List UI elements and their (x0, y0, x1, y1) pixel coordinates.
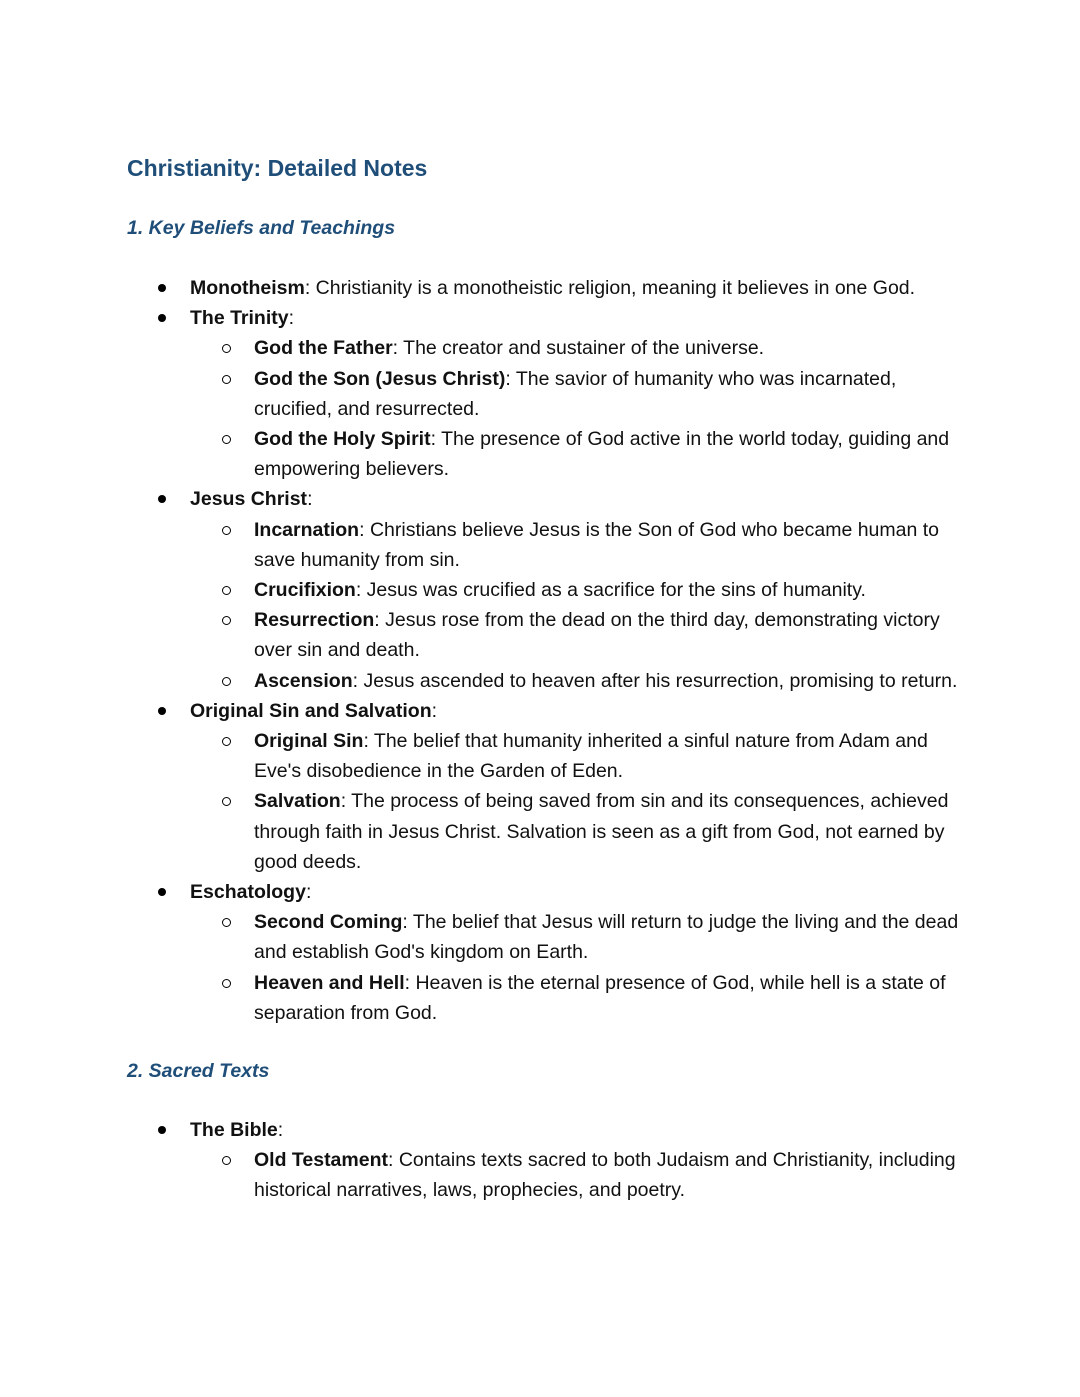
term: Monotheism (190, 277, 305, 299)
definition: : (307, 488, 313, 511)
circle-bullet-icon (222, 677, 231, 686)
sub-list (190, 515, 960, 696)
sub-list-item (254, 786, 960, 877)
sub-list-item (254, 907, 960, 967)
term: Salvation (254, 790, 341, 813)
circle-bullet-icon (222, 616, 231, 625)
term: Old Testament (254, 1149, 388, 1172)
sub-list-item (254, 968, 960, 1028)
circle-bullet-icon (222, 375, 231, 384)
term: Ascension (254, 669, 353, 692)
bullet-icon (158, 284, 166, 292)
term: Heaven and Hell (254, 971, 405, 994)
list-item (0, 303, 960, 484)
term: Original Sin and Salvation (190, 699, 432, 722)
term: God the Son (Jesus Christ) (254, 367, 506, 390)
term: The Trinity (190, 307, 289, 330)
circle-bullet-icon (222, 918, 231, 927)
list-item (0, 696, 960, 877)
section-heading-sacred-texts: 2. Sacred Texts (127, 1060, 270, 1082)
term: Incarnation (254, 518, 360, 541)
definition: : Christians believe Jesus is the Son of God who became human to save humanity from sin. (254, 518, 940, 571)
definition: : Jesus rose from the dead on the third day, demonstrating victory over sin and death. (254, 609, 940, 662)
term: Crucifixion (254, 579, 356, 602)
definition: : The belief that humanity inherited a sinful nature from Adam and Eve's disobedience in the Garden of Eden. (254, 730, 928, 783)
definition: : (305, 881, 312, 904)
sub-list-item (254, 333, 960, 363)
definition: : The presence of God active in the world today, guiding and empowering believers. (254, 428, 950, 481)
list-item (0, 273, 960, 303)
bullet-icon (158, 888, 166, 896)
sub-list-item (254, 364, 960, 424)
list-item (0, 877, 960, 1028)
term: Original Sin (254, 730, 364, 753)
definition: : (431, 699, 438, 722)
circle-bullet-icon (222, 1156, 231, 1165)
circle-bullet-icon (222, 586, 231, 595)
term: The Bible (190, 1119, 278, 1141)
definition: : The process of being saved from sin and its consequences, achieved through faith in Jesus Christ. Salvation is seen as a gift from God, not earned by good deeds. (254, 790, 949, 873)
term: Jesus Christ (190, 488, 308, 511)
sub-list (190, 333, 960, 484)
term: Eschatology (190, 881, 306, 904)
definition: : The belief that Jesus will return to judge the living and the dead and establish God's kingdom on Earth. (254, 911, 959, 964)
definition: : The creator and sustainer of the universe. (392, 337, 765, 360)
bullet-icon (158, 314, 166, 322)
circle-bullet-icon (222, 737, 231, 746)
definition: : Jesus ascended to heaven after his resurrection, promising to return. (352, 669, 958, 692)
term: Second Coming (254, 911, 403, 934)
document-title: Christianity: Detailed Notes (127, 155, 428, 181)
term: God the Holy Spirit (254, 428, 431, 451)
circle-bullet-icon (222, 979, 231, 988)
definition: : Jesus was crucified as a sacrifice for the sins of humanity. (355, 579, 866, 602)
definition: : Contains texts sacred to both Judaism and Christianity, including historical narratives, laws, prophecies, and poetry. (254, 1149, 956, 1202)
term: Resurrection (254, 609, 375, 632)
definition: : Christianity is a monotheistic religion, meaning it believes in one God. (304, 277, 916, 299)
circle-bullet-icon (222, 797, 231, 806)
sub-list-item (254, 726, 960, 786)
circle-bullet-icon (222, 344, 231, 353)
definition: : The savior of humanity who was incarnated, crucified, and resurrected. (254, 367, 897, 420)
list-item (0, 484, 960, 695)
sacred-texts-list (0, 1115, 1080, 1206)
list-item (0, 1115, 960, 1206)
sub-list (190, 726, 960, 877)
sub-list-item (254, 515, 960, 575)
key-beliefs-list (0, 273, 1080, 1028)
circle-bullet-icon (222, 526, 231, 535)
sub-list (190, 1145, 960, 1205)
sub-list-item (254, 1145, 960, 1205)
definition: : (288, 307, 295, 330)
circle-bullet-icon (222, 435, 231, 444)
sub-list-item (254, 605, 960, 665)
sub-list (190, 907, 960, 1028)
bullet-icon (158, 707, 166, 715)
section-heading-key-beliefs: 1. Key Beliefs and Teachings (127, 217, 396, 239)
definition: : (277, 1119, 284, 1141)
term: God the Father (254, 337, 393, 360)
bullet-icon (158, 1126, 166, 1134)
definition: : Heaven is the eternal presence of God, while hell is a state of separation from God. (254, 971, 946, 1024)
sub-list-item (254, 575, 960, 605)
sub-list-item (254, 666, 960, 696)
bullet-icon (158, 495, 166, 503)
sub-list-item (254, 424, 960, 484)
